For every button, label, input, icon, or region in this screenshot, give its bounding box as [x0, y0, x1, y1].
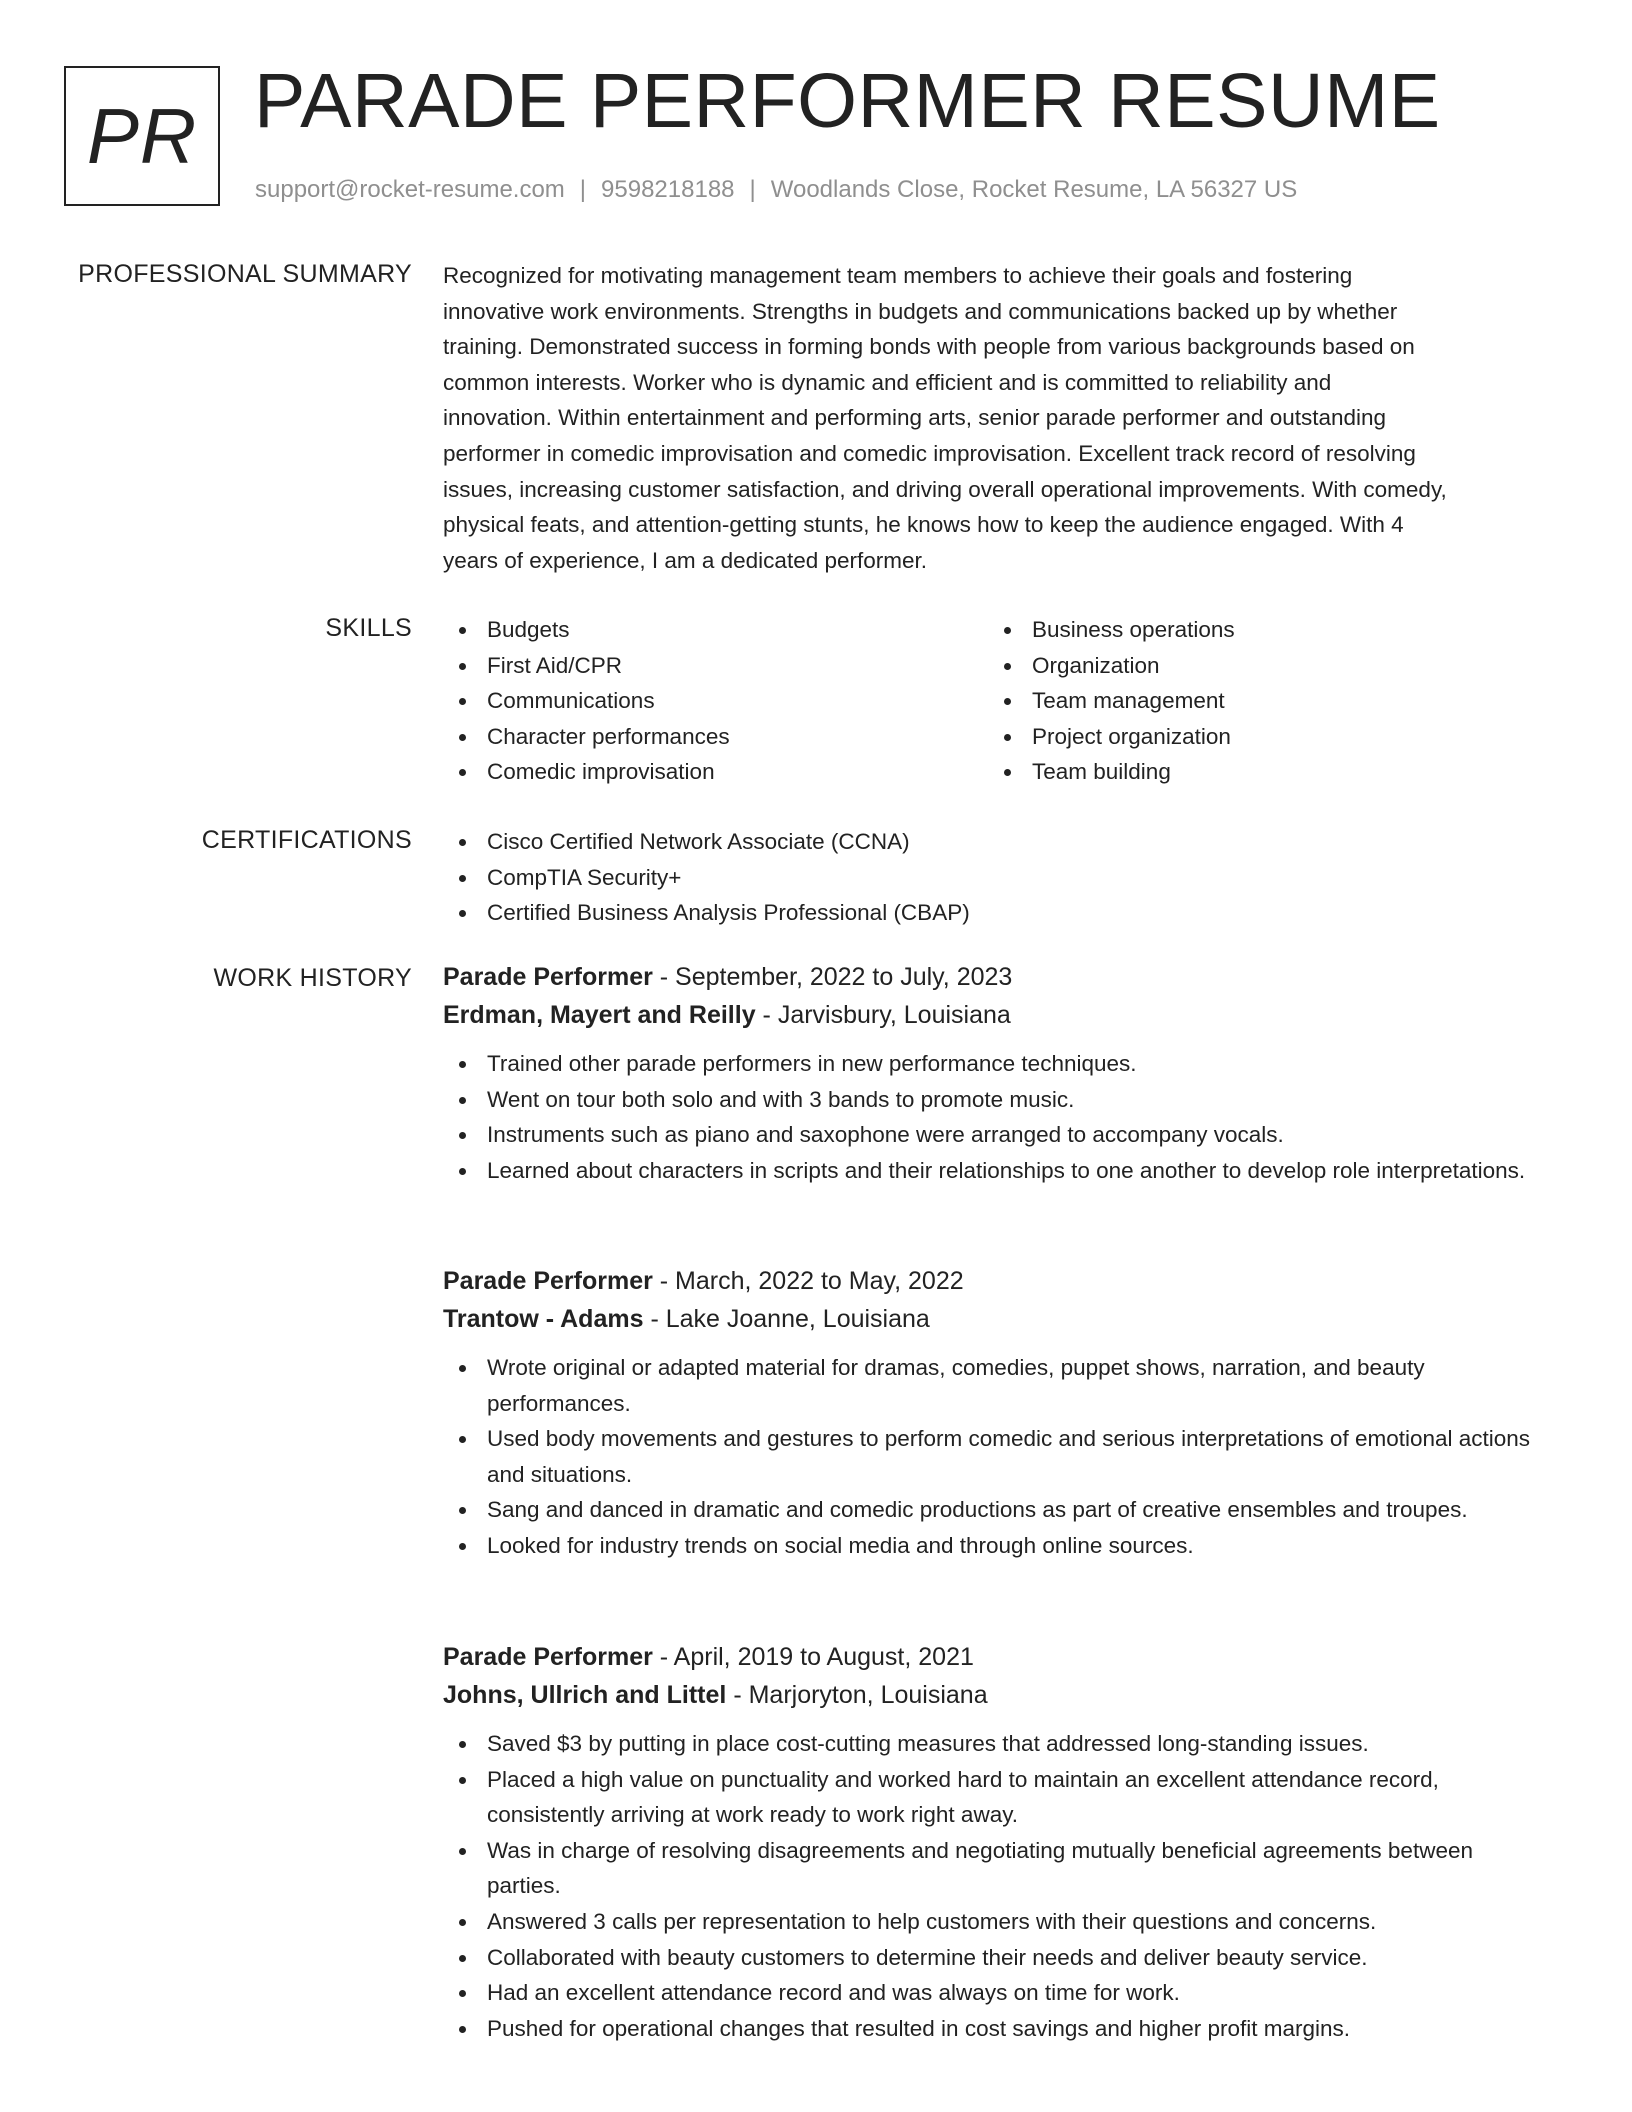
job-bullet: Used body movements and gestures to perform comedic and serious interpretations of emotional actions and situations.: [443, 1421, 1553, 1492]
summary-line: performer in comedic improvisation and comedic improvisation. Excellent track record of resolving: [443, 440, 1416, 466]
summary-line: Recognized for motivating management team members to achieve their goals and fostering: [443, 263, 1353, 288]
job-bullet: Was in charge of resolving disagreements and negotiating mutually beneficial agreements between parties.: [443, 1833, 1553, 1904]
skill-item: First Aid/CPR: [443, 648, 988, 684]
job-title-line: [443, 958, 1553, 996]
job-bullet: Looked for industry trends on social media and through online sources.: [443, 1528, 1553, 1564]
summary-heading: PROFESSIONAL SUMMARY: [78, 260, 412, 288]
job-bullet: Sang and danced in dramatic and comedic productions as part of creative ensembles and troupes.: [443, 1492, 1553, 1528]
summary-line: years of experience, I am a dedicated performer.: [443, 547, 928, 573]
skill-item: Team management: [988, 683, 1533, 719]
job-company-line: [443, 1676, 1553, 1714]
job-entry: [443, 958, 1553, 1188]
summary-text: [443, 258, 1553, 578]
job-dates: - April, 2019 to August, 2021: [652, 1643, 974, 1671]
contact-email: support@rocket-resume.com: [255, 176, 565, 203]
contact-address: Woodlands Close, Rocket Resume, LA 56327 US: [770, 176, 1298, 203]
job-bullet: Instruments such as piano and saxophone were arranged to accompany vocals.: [443, 1117, 1553, 1153]
job-bullet: Answered 3 calls per representation to help customers with their questions and concerns.: [443, 1904, 1553, 1940]
job-title-line: [443, 1638, 1553, 1676]
skill-item: Project organization: [988, 719, 1533, 755]
job-bullet: Had an excellent attendance record and was always on time for work.: [443, 1975, 1553, 2011]
job-company: Erdman, Mayert and Reilly: [443, 1001, 756, 1029]
summary-line: issues, increasing customer satisfaction, and driving overall operational improvements. With comedy,: [443, 476, 1447, 502]
skill-item: Communications: [443, 683, 988, 719]
job-dates: - March, 2022 to May, 2022: [652, 1267, 964, 1295]
job-bullets: [443, 1046, 1553, 1188]
job-company-line: [443, 996, 1553, 1034]
skill-item: Business operations: [988, 612, 1533, 648]
skills-list-right: [988, 612, 1533, 790]
job-entry: [443, 1262, 1553, 1564]
contact-separator: |: [579, 176, 587, 203]
certifications-heading: CERTIFICATIONS: [201, 826, 412, 854]
skill-item: Budgets: [443, 612, 988, 648]
job-bullet: Wrote original or adapted material for dramas, comedies, puppet shows, narration, and beauty performances.: [443, 1350, 1553, 1421]
skill-item: Character performances: [443, 719, 988, 755]
skill-item: Comedic improvisation: [443, 754, 988, 790]
job-title: Parade Performer: [443, 963, 653, 991]
skills-list-left: [443, 612, 988, 790]
job-company: Trantow - Adams: [443, 1305, 644, 1333]
job-title: Parade Performer: [443, 1267, 653, 1295]
job-dates: - September, 2022 to July, 2023: [652, 963, 1013, 991]
contact-phone: 9598218188: [601, 176, 735, 203]
job-bullets: [443, 1350, 1553, 1564]
summary-line: common interests. Worker who is dynamic and efficient and is committed to reliability and: [443, 369, 1332, 395]
job-company: Johns, Ullrich and Littel: [443, 1681, 727, 1709]
job-title-line: [443, 1262, 1553, 1300]
certification-item: Certified Business Analysis Professional (CBAP): [443, 895, 1553, 931]
page-title: PARADE PERFORMER RESUME: [254, 58, 1441, 144]
job-bullet: Went on tour both solo and with 3 bands to promote music.: [443, 1082, 1553, 1118]
contact-line: [255, 175, 1297, 205]
summary-line: training. Demonstrated success in forming bonds with people from various backgrounds based on: [443, 334, 1415, 360]
skills-body: [443, 612, 1553, 790]
job-company-line: [443, 1300, 1553, 1338]
monogram-logo: PR: [64, 66, 220, 206]
summary-line: innovation. Within entertainment and performing arts, senior parade performer and outstanding: [443, 405, 1387, 431]
job-bullet: Saved $3 by putting in place cost-cutting measures that addressed long-standing issues.: [443, 1726, 1553, 1762]
job-title: Parade Performer: [443, 1643, 653, 1671]
summary-body: [443, 258, 1553, 578]
certification-item: CompTIA Security+: [443, 860, 1553, 896]
job-bullet: Learned about characters in scripts and their relationships to one another to develop role interpretations.: [443, 1153, 1553, 1189]
skill-item: Organization: [988, 648, 1533, 684]
certification-item: Cisco Certified Network Associate (CCNA): [443, 824, 1553, 860]
certifications-body: [443, 824, 1553, 931]
job-location: - Marjoryton, Louisiana: [726, 1681, 988, 1709]
job-entry: [443, 1638, 1553, 2046]
job-location: - Jarvisbury, Louisiana: [755, 1001, 1011, 1029]
summary-line: innovative work environments. Strengths in budgets and communications backed up by whether: [443, 298, 1398, 324]
skill-item: Team building: [988, 754, 1533, 790]
job-bullet: Placed a high value on punctuality and worked hard to maintain an excellent attendance record, consistently arriving at work ready to work right away.: [443, 1762, 1553, 1833]
skills-heading: SKILLS: [325, 614, 412, 642]
contact-separator: |: [749, 176, 756, 203]
job-bullet: Trained other parade performers in new performance techniques.: [443, 1046, 1553, 1082]
job-bullet: Collaborated with beauty customers to determine their needs and deliver beauty service.: [443, 1940, 1553, 1976]
work-history-heading: WORK HISTORY: [213, 964, 412, 992]
job-bullets: [443, 1726, 1553, 2046]
job-bullet: Pushed for operational changes that resulted in cost savings and higher profit margins.: [443, 2011, 1553, 2047]
certifications-list: [443, 824, 1553, 931]
summary-line: physical feats, and attention-getting stunts, he knows how to keep the audience engaged. With 4: [443, 512, 1404, 538]
job-location: - Lake Joanne, Louisiana: [643, 1305, 930, 1333]
